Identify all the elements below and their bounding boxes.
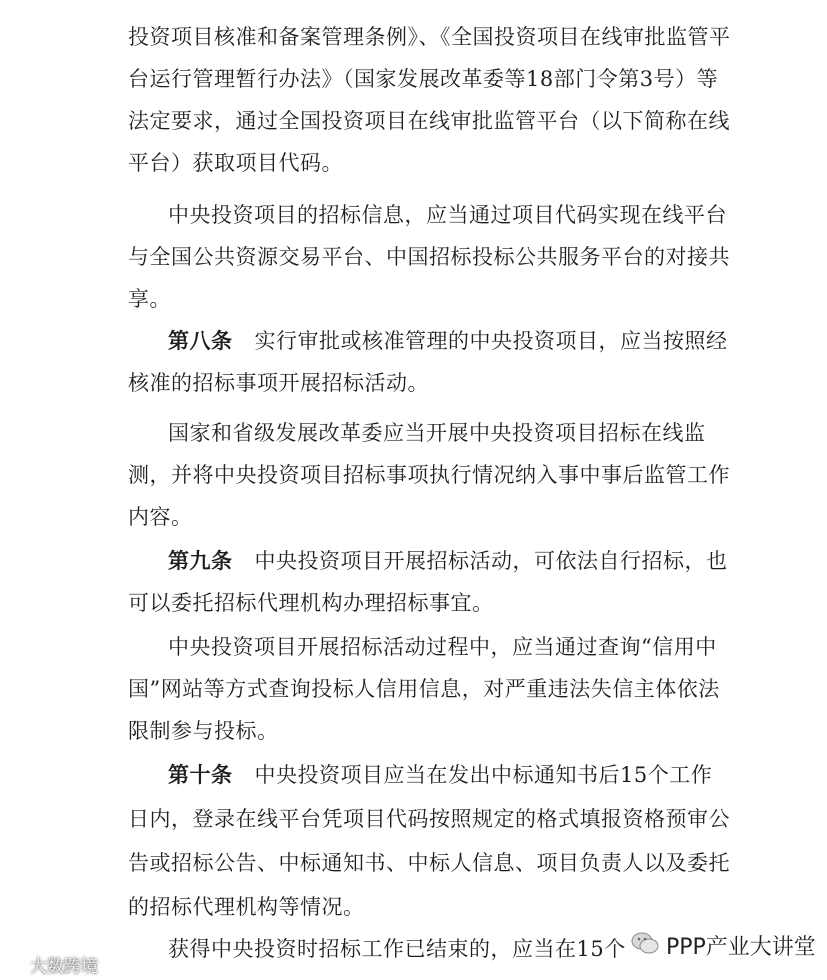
text-line: 的招标代理机构等情况。: [128, 895, 365, 919]
article-ten-line: [168, 762, 713, 788]
text-line: 可以委托招标代理机构办理招标事宜。: [128, 591, 494, 615]
watermark-left: [4, 952, 98, 976]
text-line: 享。: [128, 287, 171, 311]
watermark-right-text: PPP产业大讲堂: [666, 934, 816, 960]
text-line: 告或招标公告、中标通知书、中标人信息、项目负责人以及委托: [128, 851, 730, 875]
text-line: 中央投资项目的招标信息，应当通过项目代码实现在线平台: [168, 203, 727, 227]
text-line: 法定要求，通过全国投资项目在线审批监管平台（以下简称在线: [128, 109, 730, 133]
text-line: 中央投资项目开展招标活动过程中，应当通过查询“信用中: [168, 635, 717, 659]
text-line: 获得中央投资时招标工作已结束的，应当在15个: [168, 937, 626, 961]
article-eight-line: [168, 328, 728, 354]
text-line: 中央投资项目应当在发出中标通知书后15个工作: [254, 763, 713, 787]
text-line: 测，并将中央投资项目招标事项执行情况纳入事中事后监管工作: [128, 463, 730, 487]
watermark-left-text: 大数跨境: [30, 956, 98, 977]
text-line: 平台）获取项目代码。: [128, 151, 343, 175]
text-line: 实行审批或核准管理的中央投资项目，应当按照经: [254, 329, 728, 353]
text-line: 内容。: [128, 505, 193, 529]
text-line: 国”网站等方式查询投标人信用信息，对严重违法失信主体依法: [128, 677, 720, 701]
text-line: 与全国公共资源交易平台、中国招标投标公共服务平台的对接共: [128, 245, 730, 269]
text-line: 中央投资项目开展招标活动，可依法自行招标，也: [254, 549, 728, 573]
wechat-icon: [630, 930, 660, 960]
article-heading: 第八条: [168, 329, 233, 353]
article-heading: 第十条: [168, 763, 233, 787]
article-nine-line: [168, 548, 728, 574]
article-heading: 第九条: [168, 549, 233, 573]
text-line: 投资项目核准和备案管理条例》、《全国投资项目在线审批监管平: [128, 25, 731, 49]
text-line: 限制参与投标。: [128, 719, 279, 743]
text-line: 日内，登录在线平台凭项目代码按照规定的格式填报资格预审公: [128, 807, 730, 831]
text-line: 台运行管理暂行办法》（国家发展改革委等18部门令第3号）等: [128, 67, 719, 91]
text-line: 核准的招标事项开展招标活动。: [128, 371, 429, 395]
weibo-icon: [4, 952, 26, 977]
text-line: 国家和省级发展改革委应当开展中央投资项目招标在线监: [168, 421, 706, 445]
watermark-right: [630, 930, 816, 960]
